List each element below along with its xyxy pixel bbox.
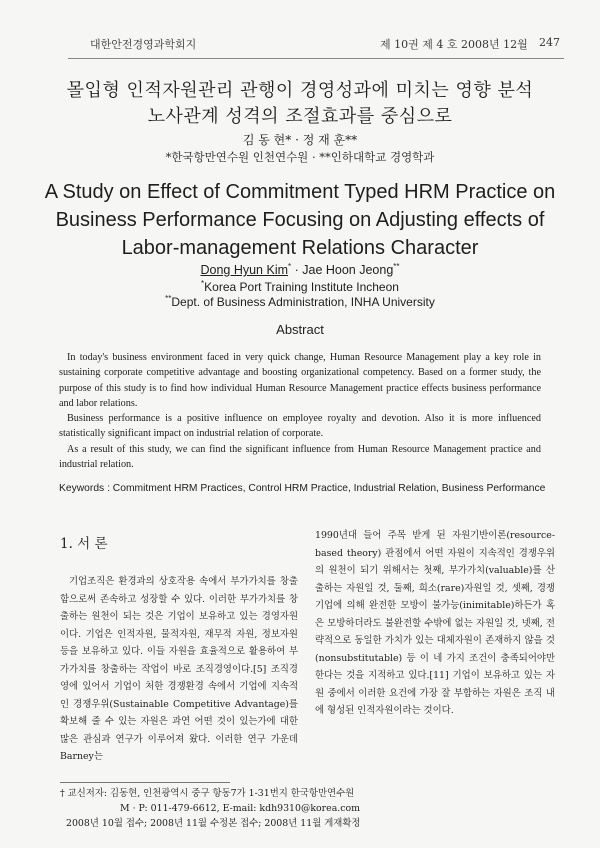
issue-info: 제 10권 제 4 호 2008년 12월 <box>380 38 528 51</box>
english-title <box>30 178 570 262</box>
affiliation-mark: * <box>201 279 205 288</box>
english-affiliation-2 <box>40 294 560 309</box>
affiliation-text: Korea Port Training Institute Incheon <box>204 280 399 294</box>
affiliation-text: Dept. of Business Administration, INHA University <box>171 295 435 309</box>
abstract-paragraph: In today's business environment faced in very quick change, Human Resource Management play a key role in sustaining corporate competitive advantage and boosting organizational competency. Based on a former study, the purpose of this study is to find how individual Human Resource Management practice effects business performance and labor relations. <box>59 352 541 409</box>
footnote-line: † 교신저자: 김동현, 인천광역시 중구 항동7가 1-31번지 한국항만연수원 <box>60 788 355 799</box>
footnote-divider <box>60 782 230 783</box>
korean-title-line: 노사관계 성격의 조절효과를 중심으로 <box>147 106 453 127</box>
left-column <box>60 532 298 766</box>
section-heading: 1. 서 론 <box>60 536 108 552</box>
body-paragraph: 1990년대 들어 주목 받게 된 자원기반이론(resource-based theory) 관점에서 어떤 자원이 지속적인 경쟁우위의 원천이 되기 위해서는 첫째, 부가가치(valuable)를 산출하는 자원일 것, 둘째, 희소(rare)자원일 것, 셋째, 경쟁기업에 의해 완전한 모방이 불가능(inimitable)하든가 혹은 모방하더라도 불완전할 수밖에 없는 자원일 것, 넷째, 전략적으로 동일한 가치가 있는 대체자원이 존재하지 않을 것(nonsubstitutable) 등 이 네 가지 조건이 충족되어야만 한다는 것을 지적하고 있다.[11] 기업이 보유하고 있는 자원 중에서 이러한 요건에 가장 잘 부합하는 자원은 조직 내에 형성된 인적자원이라는 것이다. <box>315 530 555 716</box>
footnote-line: M · P: 011-479-6612, E-mail: kdh9310@korea.com <box>120 803 361 814</box>
korean-title-line: 몰입형 인적자원관리 관행이 경영성과에 미치는 영향 분석 <box>66 80 534 101</box>
author-separator: · <box>291 263 303 278</box>
keywords: Keywords : Commitment HRM Practices, Control HRM Practice, Industrial Relation, Business Performance <box>59 483 546 494</box>
korean-affiliations: *한국항만연수원 인천연수원 · **인하대학교 경영학과 <box>165 150 435 164</box>
english-title-line: A Study on Effect of Commitment Typed HRM Practice on <box>44 181 556 203</box>
english-affiliation-1 <box>40 279 560 294</box>
author-name: Dong Hyun Kim <box>200 263 289 278</box>
author-mark: ** <box>393 262 400 271</box>
right-column <box>315 527 555 720</box>
author-name: Jae Hoon Jeong <box>302 263 394 278</box>
english-title-line: Labor-management Relations Character <box>121 237 479 259</box>
abstract-paragraph: As a result of this study, we can find the significant influence from Human Resource Management practice and industrial relation. <box>59 443 541 471</box>
header-divider <box>68 58 564 59</box>
korean-authors: 김 동 현* · 정 재 훈** <box>242 133 358 147</box>
abstract-body <box>59 350 541 472</box>
footnote-line: 2008년 10월 접수; 2008년 11월 수정본 접수; 2008년 11월 게재확정 <box>66 818 361 829</box>
running-header <box>72 30 560 54</box>
english-authors <box>40 262 560 277</box>
author-mark: * <box>288 262 292 271</box>
body-paragraph: 기업조직은 환경과의 상호작용 속에서 부가가치를 창출함으로써 존속하고 성장할 수 있다. 이러한 부가가치를 창출하는 원천이 되는 것은 기업이 보유하고 있는 경영자원이다. 기업은 인적자원, 물적자원, 재무적 자원, 정보자원 등을 보유하고 있다. 이들 자원을 효율적으로 활용하여 부가가치를 창출하는 작업이 바로 조직경영이다.[5] 조직경영에 있어서 기업이 처한 경쟁환경 속에서 기업에 지속적인 경쟁우위(Sustainable Competitive Advantage)를 확보해 줄 수 있는 자원은 과연 어떤 것이 있는가에 대한 많은 관심과 연구가 이루어져 왔다. 이러한 연구 가운데 Barney는 <box>60 576 298 762</box>
korean-title <box>40 78 560 130</box>
affiliation-mark: ** <box>165 294 172 303</box>
abstract-heading: Abstract <box>276 322 324 337</box>
abstract-paragraph: Business performance is a positive influence on employee royalty and devotion. Also it is more influenced statistically significant impact on industrial relation of corporate. <box>59 413 541 440</box>
journal-name: 대한안전경영과학회지 <box>90 38 197 51</box>
footnote <box>60 786 560 831</box>
english-title-line: Business Performance Focusing on Adjusting effects of <box>55 209 545 231</box>
page-number: 247 <box>539 36 560 49</box>
